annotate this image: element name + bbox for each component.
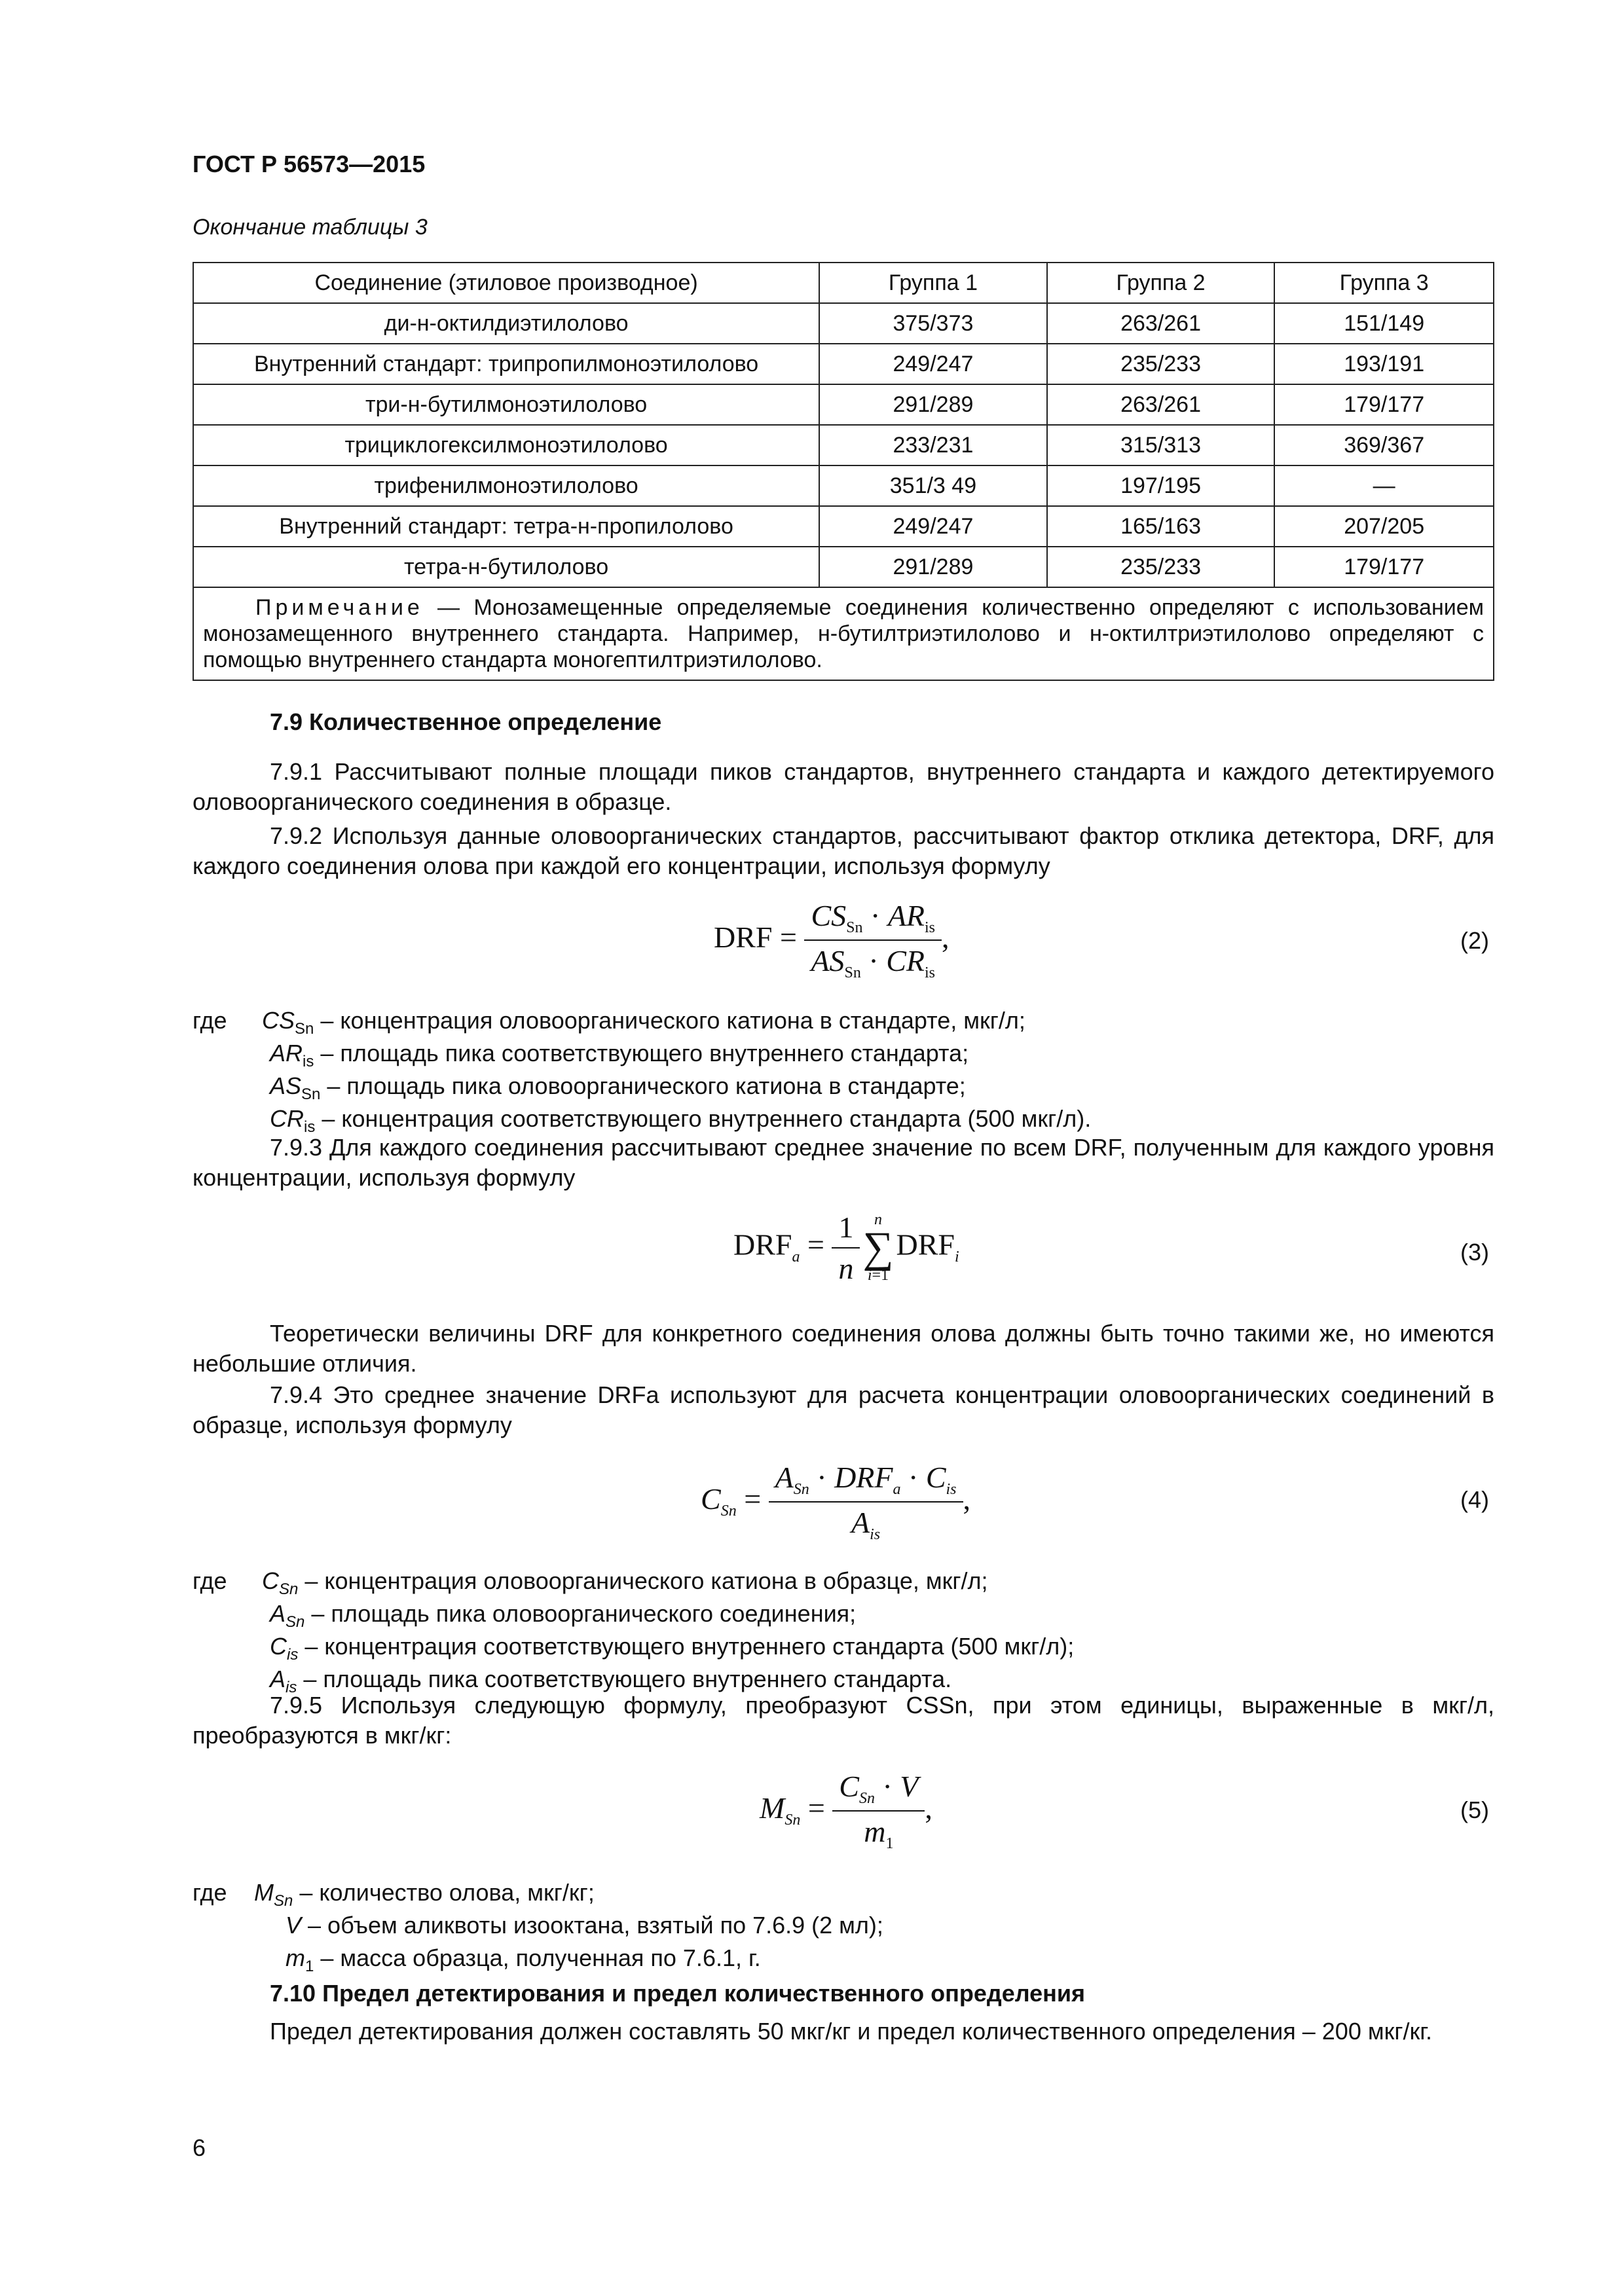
- table-cell: 375/373: [819, 303, 1047, 344]
- paragraph-7-9-5: 7.9.5 Используя следующую формулу, преобразуют CSSn, при этом единицы, выраженные в мкг/л, преобразуются в мкг/кг:: [193, 1692, 1494, 1749]
- table-cell: 351/3 49: [819, 465, 1047, 506]
- document-header: ГОСТ Р 56573—2015: [193, 151, 426, 177]
- table-row: [193, 384, 1494, 425]
- paragraph-7-9-4: 7.9.4 Это среднее значение DRFa используют для расчета концентрации оловоорганических соединений в образце, используя формулу: [193, 1381, 1494, 1438]
- definition-c-is: $C_{is}$ – концентрация соответствующего внутреннего стандарта (500 мкг/л);: [270, 1633, 1075, 1664]
- table-row: [193, 465, 1494, 506]
- table-cell: 151/149: [1274, 303, 1494, 344]
- definition-as-sn: $AS_{Sn}$ – площадь пика оловоорганического катиона в стандарте;: [270, 1072, 966, 1104]
- where-label: где: [193, 1007, 227, 1034]
- column-header: Группа 3: [1274, 263, 1494, 303]
- table-cell: 235/233: [1047, 344, 1275, 384]
- table-cell: 263/261: [1047, 384, 1275, 425]
- note-label: Примечание: [255, 595, 424, 620]
- equation-number-5: (5): [1460, 1796, 1489, 1823]
- page-number: 6: [193, 2134, 206, 2161]
- table-header-row: [193, 263, 1494, 303]
- definition-c-sn: $C_{Sn}$ – концентрация оловоорганического катиона в образце, мкг/л;: [262, 1567, 988, 1599]
- table-cell: ди-н-октилдиэтилолово: [193, 303, 819, 344]
- equation-number-2: (2): [1460, 927, 1489, 954]
- table-row: [193, 303, 1494, 344]
- table-cell: трифенилмоноэтилолово: [193, 465, 819, 506]
- table-cell: три-н-бутилмоноэтилолово: [193, 384, 819, 425]
- table-note-row: [193, 587, 1494, 680]
- table-cell: тетра-н-бутилолово: [193, 547, 819, 587]
- table-cell: Внутренний стандарт: тетра-н-пропилолово: [193, 506, 819, 547]
- table-cell: 165/163: [1047, 506, 1275, 547]
- table-row: [193, 425, 1494, 465]
- table-cell: 207/205: [1274, 506, 1494, 547]
- table-cell: Внутренний стандарт: трипропилмоноэтилолово: [193, 344, 819, 384]
- table-cell: —: [1274, 465, 1494, 506]
- table-3: [193, 262, 1494, 681]
- paragraph-7-9-2: 7.9.2 Используя данные оловоорганических стандартов, рассчитывают фактор отклика детектора, DRF, для каждого соединения олова при каждой его концентрации, используя формулу: [193, 822, 1494, 879]
- table-cell: 233/231: [819, 425, 1047, 465]
- table-cell: 291/289: [819, 384, 1047, 425]
- table-cell: 249/247: [819, 344, 1047, 384]
- definition-ar-is: $AR_{is}$ – площадь пика соответствующего внутреннего стандарта;: [270, 1040, 969, 1071]
- definition-a-is: $A_{is}$ – площадь пика соответствующего внутреннего стандарта.: [270, 1666, 952, 1697]
- definition-cs-sn: $CS_{Sn}$ – концентрация оловоорганического катиона в стандарте, мкг/л;: [262, 1007, 1025, 1038]
- definition-v: V – объем аликвоты изооктана, взятый по 7.6.9 (2 мл);: [286, 1912, 883, 1939]
- table-cell: трициклогексилмоноэтилолово: [193, 425, 819, 465]
- table-cell: 369/367: [1274, 425, 1494, 465]
- table-note: [193, 587, 1494, 680]
- definition-m1: $m_1$ – масса образца, полученная по 7.6.1, г.: [286, 1944, 761, 1976]
- table-caption: Окончание таблицы 3: [193, 215, 428, 240]
- column-header: Группа 2: [1047, 263, 1275, 303]
- column-header: Соединение (этиловое производное): [193, 263, 819, 303]
- table-row: [193, 506, 1494, 547]
- section-7-10-title: 7.10 Предел детектирования и предел количественного определения: [270, 1980, 1086, 2007]
- table-cell: 249/247: [819, 506, 1047, 547]
- formula-5: $M_{Sn}$ = $\frac{C_{Sn} \cdot V}{m_1}$ ,: [760, 1770, 932, 1853]
- definition-m-sn: $M_{Sn}$ – количество олова, мкг/кг;: [254, 1879, 595, 1910]
- table-cell: 263/261: [1047, 303, 1275, 344]
- column-header: Группа 1: [819, 263, 1047, 303]
- section-7-9-title: 7.9 Количественное определение: [270, 708, 662, 735]
- table-cell: 193/191: [1274, 344, 1494, 384]
- formula-4: $C_{Sn}$ = $\frac{A_{Sn} \cdot DRF_a \cdot C_{is}}{A_{is}}$ ,: [701, 1461, 971, 1544]
- where-label: где: [193, 1567, 227, 1594]
- paragraph-7-10: Предел детектирования должен составлять 50 мкг/кг и предел количественного определения – 200 мкг/кг.: [270, 2018, 1432, 2045]
- table-cell: 235/233: [1047, 547, 1275, 587]
- table-cell: 179/177: [1274, 547, 1494, 587]
- definition-cr-is: $CR_{is}$ – концентрация соответствующего внутреннего стандарта (500 мкг/л).: [270, 1105, 1092, 1137]
- formula-3: $DRF_a$ = $\frac{1}{n}$ n ∑ i=1 $DRF_i$: [733, 1211, 959, 1285]
- paragraph-7-9-3: 7.9.3 Для каждого соединения рассчитывают среднее значение по всем DRF, полученным для каждого уровня концентрации, используя формулу: [193, 1134, 1494, 1191]
- paragraph-theory: Теоретически величины DRF для конкретного соединения олова должны быть точно такими же, но имеются небольшие отличия.: [193, 1320, 1494, 1377]
- table-cell: 291/289: [819, 547, 1047, 587]
- paragraph-7-9-1: 7.9.1 Рассчитывают полные площади пиков стандартов, внутреннего стандарта и каждого детектируемого оловоорганического соединения в образце.: [193, 758, 1494, 815]
- equation-number-4: (4): [1460, 1486, 1489, 1513]
- definition-a-sn: $A_{Sn}$ – площадь пика оловоорганического соединения;: [270, 1600, 857, 1631]
- table-cell: 315/313: [1047, 425, 1275, 465]
- table-row: [193, 547, 1494, 587]
- formula-2: DRF = $\frac{CS_{Sn} \cdot AR_{is}}{AS_{Sn} \cdot CR_{is}}$ ,: [714, 899, 950, 982]
- table-cell: 179/177: [1274, 384, 1494, 425]
- where-label: где: [193, 1879, 227, 1906]
- note-text: — Монозамещенные определяемые соединения количественно определяют с использованием монозамещенного внутреннего стандарта. Например, н-бутилтриэтилолово и н-октилтриэтилолово определяют с помощью внутреннего стандарта моногептилтриэтилолово.: [203, 595, 1484, 672]
- equation-number-3: (3): [1460, 1239, 1489, 1266]
- table-cell: 197/195: [1047, 465, 1275, 506]
- table-row: [193, 344, 1494, 384]
